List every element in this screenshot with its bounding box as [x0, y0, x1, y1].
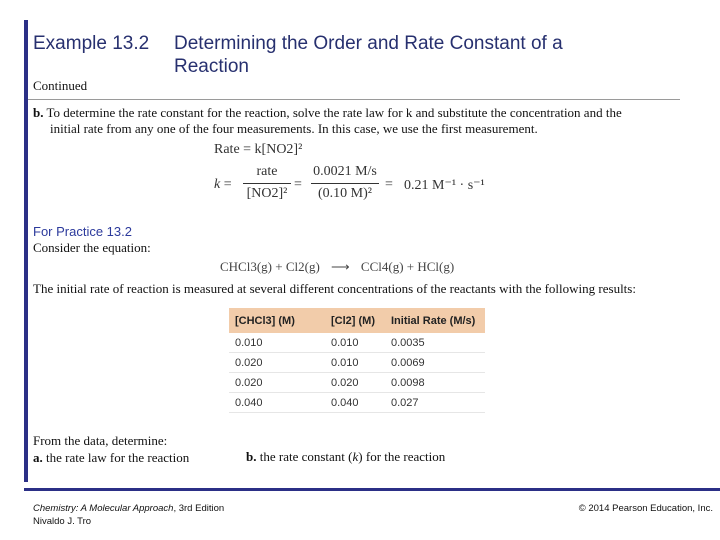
determine-text [33, 432, 189, 466]
initial-rate-text: The initial rate of reaction is measured at several different concentrations of the reactants with the following results: [33, 281, 636, 296]
part-b-question-pre: the rate constant ( [259, 449, 353, 464]
part-b-question-post: ) for the reaction [358, 449, 446, 464]
cell-rate: 0.027 [385, 393, 485, 413]
cell-chcl3: 0.010 [229, 333, 325, 353]
book-title: Chemistry: A Molecular Approach [33, 503, 174, 514]
chemical-equation [220, 259, 454, 275]
title-line-2: Reaction [174, 56, 249, 77]
consider-text: Consider the equation: [33, 240, 151, 255]
footer-citation [33, 502, 224, 528]
cell-chcl3: 0.040 [229, 393, 325, 413]
reactants: CHCl3(g) + Cl2(g) [220, 259, 320, 274]
part-b-question-label: b. [246, 449, 257, 464]
rate-constant-result: 0.21 M⁻¹ · s⁻¹ [404, 178, 485, 193]
equals-sign: = [294, 177, 302, 192]
part-b-label: b. [33, 105, 44, 120]
table-row [229, 333, 485, 353]
part-a-label: a. [33, 450, 43, 465]
cell-rate: 0.0069 [385, 353, 485, 373]
header-chcl3: [CHCl3] (M) [229, 308, 325, 333]
equals-sign-2: = [385, 177, 393, 192]
rate-numerator: rate [256, 164, 278, 179]
from-data-line: From the data, determine: [33, 433, 168, 448]
header-divider [28, 99, 680, 100]
copyright-notice: © 2014 Pearson Education, Inc. [578, 503, 713, 514]
rate-data-table [229, 308, 485, 413]
table-row [229, 373, 485, 393]
table-header-row [229, 308, 485, 333]
products: CCl4(g) + HCl(g) [360, 259, 455, 274]
cell-cl2: 0.020 [325, 373, 385, 393]
cell-rate: 0.0098 [385, 373, 485, 393]
cell-cl2: 0.040 [325, 393, 385, 413]
value-denominator: (0.10 M)² [318, 186, 372, 201]
fraction-bar-2 [311, 183, 379, 184]
example-title [33, 32, 563, 78]
header-cl2: [Cl2] (M) [325, 308, 385, 333]
book-author: Nivaldo J. Tro [33, 516, 92, 527]
book-edition: , 3rd Edition [173, 503, 225, 514]
cell-cl2: 0.010 [325, 333, 385, 353]
for-practice-heading: For Practice 13.2 [33, 224, 132, 239]
part-b-text [33, 105, 683, 137]
part-b-line-1: To determine the rate constant for the reaction, solve the rate law for k and substitute the concentration and the [46, 105, 622, 120]
cell-chcl3: 0.020 [229, 353, 325, 373]
cell-cl2: 0.010 [325, 353, 385, 373]
fraction-bar-1 [243, 183, 291, 184]
fraction-rate-numerator [243, 164, 291, 180]
left-accent-bar [24, 20, 28, 482]
cell-chcl3: 0.020 [229, 373, 325, 393]
part-b-line-2: initial rate from any one of the four measurements. In this case, we use the first measurement. [50, 121, 538, 136]
part-b-question-k: k [352, 449, 359, 464]
cell-rate: 0.0035 [385, 333, 485, 353]
reaction-arrow-icon: ⟶ [331, 259, 350, 274]
title-line-1: Determining the Order and Rate Constant of a [174, 33, 563, 54]
footer-divider [24, 488, 720, 491]
continued-label: Continued [33, 78, 88, 93]
table-row [229, 353, 485, 373]
part-a-text: the rate law for the reaction [46, 450, 190, 465]
k-symbol: k = [214, 177, 232, 192]
rate-denominator: [NO2]² [246, 186, 288, 201]
part-b-question [246, 449, 445, 465]
example-number: Example 13.2 [33, 33, 150, 54]
value-numerator: 0.0021 M/s [313, 164, 377, 179]
k-variable: k [214, 177, 221, 192]
header-initial-rate: Initial Rate (M/s) [385, 308, 485, 333]
rate-law-equation: Rate = k[NO2]² [214, 142, 303, 157]
table-row [229, 393, 485, 413]
